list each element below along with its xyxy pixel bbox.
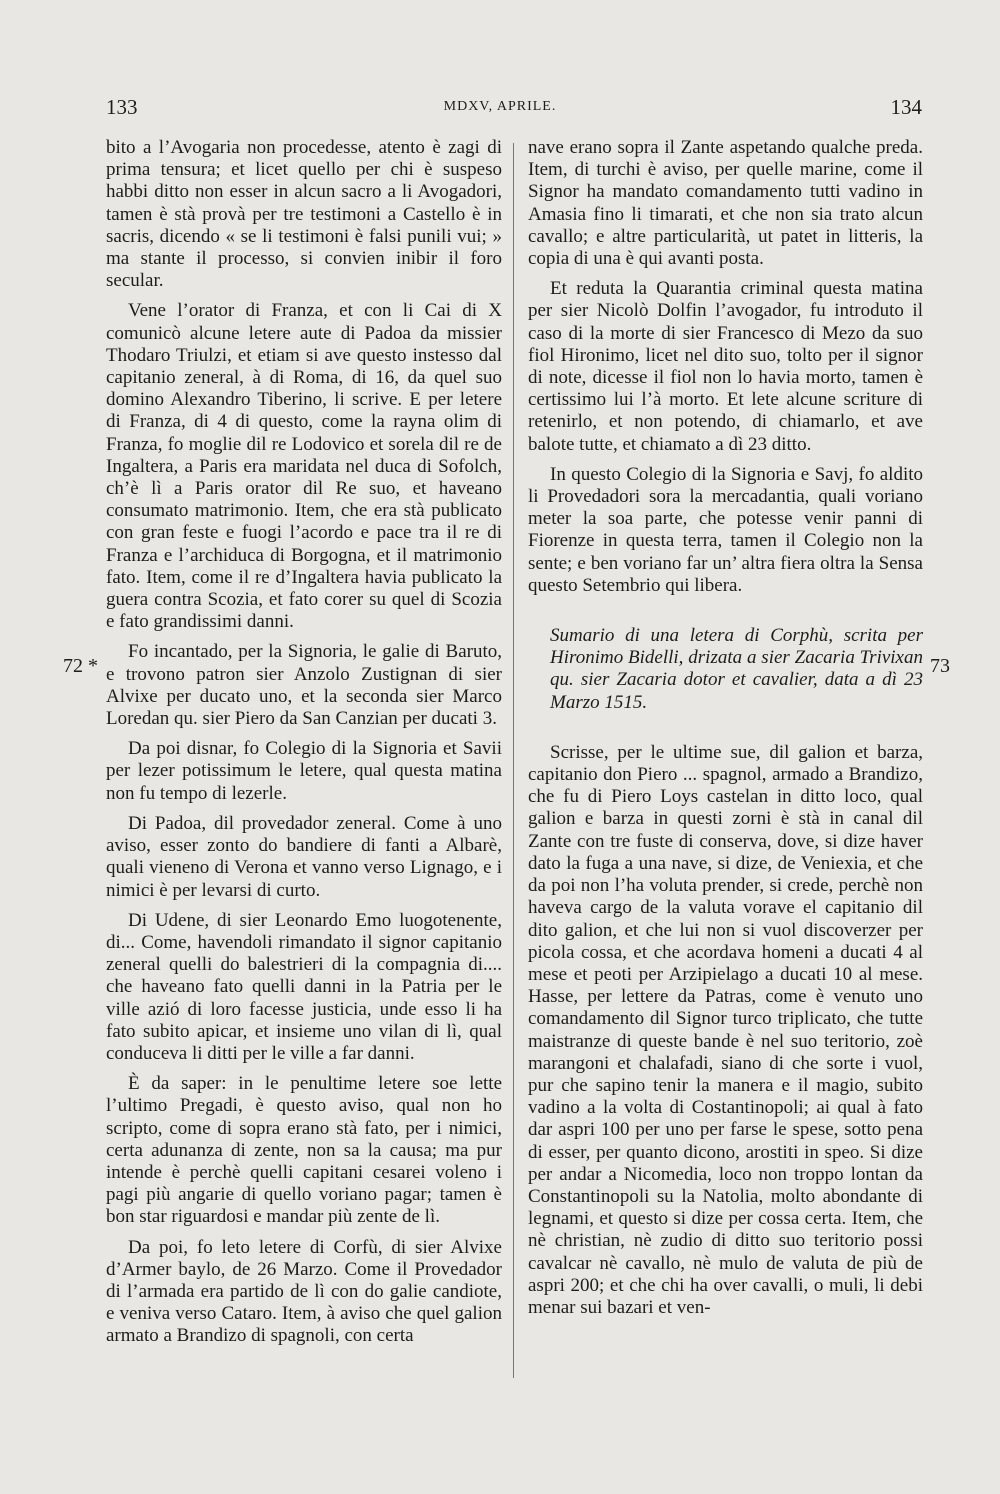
left-page-number: 133 (106, 95, 138, 119)
right-column (528, 137, 923, 1319)
right-margin-number: 73 (930, 655, 950, 677)
column-divider (513, 143, 514, 1378)
page-header (0, 95, 1000, 135)
paragraph: nave erano sopra il Zante aspetando qualche preda. Item, di turchi è aviso, per quelle marine, come il Signor ha mandato comandamento tutti vadino in Amasia fino li timarati, et che non sia trato alcun cavallo; e altre particularità, ut patet in litteris, la copia di una è qui avanti posta. (528, 137, 923, 270)
right-page-number: 134 (890, 95, 922, 119)
paragraph: Vene l’orator di Franza, et con li Cai di X comunicò alcune letere aute di Padoa da missier Thodaro Triulzi, et etiam si ave questo instesso dal capitanio zeneral, à di Roma, di 16, da quel suo domino Alexandro Tiberino, li scrive. E per letere di Franza, di 4 di questo, come la rayna olim di Franza, fo moglie dil re Lodovico et sorela dil re de Ingaltera, a Paris era maridata nel duca di Sofolch, ch’è lì a Paris orator dil Re suo, et haveano consumato matrimonio. Item, che era stà publicato con gran feste e fuogi l’acordo e pace tra il re di Franza e l’archiduca di Borgogna, et il matrimonio fato. Item, come il re d’Ingaltera havia publicato la guera contra Scozia, et fato corer su quel di Scozia e fato grandissimi danni. (106, 300, 502, 633)
paragraph: Et reduta la Quarantia criminal questa matina per sier Nicolò Dolfin l’avogador, fu introduto il caso di la morte di sier Francesco di Mezo da suo fiol Hironimo, licet nel dito suo, tolto per il signor di note, dicesse il fiol non lo havia morto, tamen è certissimo lui l’à morto. Et lete alcune scriture di retenirlo, et non potendo, di chiamarlo, et ave balote tutte, et chiamato a dì 23 ditto. (528, 278, 923, 455)
left-margin-number: 72 * (63, 655, 98, 677)
paragraph: Da poi, fo leto letere di Corfù, di sier Alvixe d’Armer baylo, de 26 Marzo. Come il Provedador di l’armada era partido de lì con do galie candiote, e veniva verso Cataro. Item, à aviso che quel galion armato a Brandizo di spagnoli, con certa (106, 1236, 502, 1347)
paragraph: Scrisse, per le ultime sue, dil galion et barza, capitanio don Piero ... spagnol, armado a Brandizo, che fu di Piero Loys castelan in ditto loco, qual galion e barza in questi zorni è stà in canal dil Zante con tre fuste di conserva, dove, si dize haver dato la fuga a una nave, si dize, de Veniexia, et che da poi non l’ha voluta prender, si crede, perchè non haveva cargo de la valuta vorave el capitanio dil dito galion, et che lui non si vuol discoverzer per picola cossa, et che acordava homeni a ducati 4 al mese et peoti per Arzipielago a ducati 10 al mese. Hasse, per lettere da Patras, come è venuto uno comandamento dil Signor turco triplicato, che tutte maistranze di queste bande è nel suo teritorio, zoè marangoni et chalafadi, siano di che sorte i vuol, pur che sapino tenir la manera e il magio, subito vadino a la volta di Costantinopoli; ai qual à fato dar aspri 100 per uno per farse le spese, sotto pena di esser, per quanto dicono, arostiti in speo. Si dize per andar a Nicomedia, loco non troppo lontan da Constantinopoli su la Natolia, molto abondante di legnami, et questo si dize per cossa certa. Item, che nè christian, nè zudio di ditto suo teritorio possi cavalcar nè cavallo, nè mulo de valuta de più de aspri 200; et che chi ha over cavalli, o muli, li debi menar sui bazari et ven- (528, 741, 923, 1318)
paragraph: bito a l’Avogaria non procedesse, atento è zagi di prima tensura; et licet quello per chi è suspeso habbi ditto non esser in alcun sacro a li Avogadori, tamen è stà provà per tre testimoni a Castello è in sacris, dicendo « se li testimoni è falsi punili vui; » ma stante il processo, si convien inibir il foro secular. (106, 137, 502, 292)
left-column (106, 137, 502, 1348)
paragraph: In questo Colegio di la Signoria e Savj, fo aldito li Provedadori sora la mercadantia, quali voriano meter la soa parte, che potesse venir panni di Fiorenze in questa terra, tamen il Colegio non la sente; e ben voriano far un’ altra fiera oltra la Sensa questo Setembrio qui libera. (528, 463, 923, 596)
paragraph: Di Udene, di sier Leonardo Emo luogotenente, di... Come, havendoli rimandato il signor capitanio zeneral quelli do balestrieri di la compagnia di.... che haveano fato quelli danni in la Patria per le ville azió di loro facesse justicia, unde esso li ha fato subito apicar, et insieme uno vilan di lì, qual conduceva li ditti per le ville a far danni. (106, 909, 502, 1064)
paragraph: È da saper: in le penultime letere soe lette l’ultimo Pregadi, è questo aviso, qual non ho scripto, come di sopra erano stà fato, per i nimici, certa adunanza di zente, non sa la causa; ma pur intende è perchè quelli capitani cesarei voleno i pagi più angarie di quello voriano pagar; tamen è bon star riguardosi e mandar più zente de lì. (106, 1073, 502, 1228)
section-heading: Sumario di una letera di Corphù, scrita per Hironimo Bidelli, drizata a sier Zacaria Trivixan qu. sier Zacaria dotor et cavalier, data a dì 23 Marzo 1515. (550, 625, 923, 713)
paragraph: Di Padoa, dil provedador zeneral. Come à uno aviso, esser zonto do bandiere di fanti a Albarè, quali vieneno di Verona et vanno verso Lignago, e i nimici è per levarsi di curto. (106, 812, 502, 901)
paragraph: Fo incantado, per la Signoria, le galie di Baruto, e trovono patron sier Anzolo Zustignan di sier Alvixe per ducato uno, et la seconda sier Marco Loredan qu. sier Piero da San Canzian per ducati 3. (106, 641, 502, 730)
paragraph: Da poi disnar, fo Colegio di la Signoria et Savii per lezer potissimum le letere, qual questa matina non fu tempo di lezerle. (106, 738, 502, 804)
running-title: MDXV, APRILE. (443, 99, 557, 114)
